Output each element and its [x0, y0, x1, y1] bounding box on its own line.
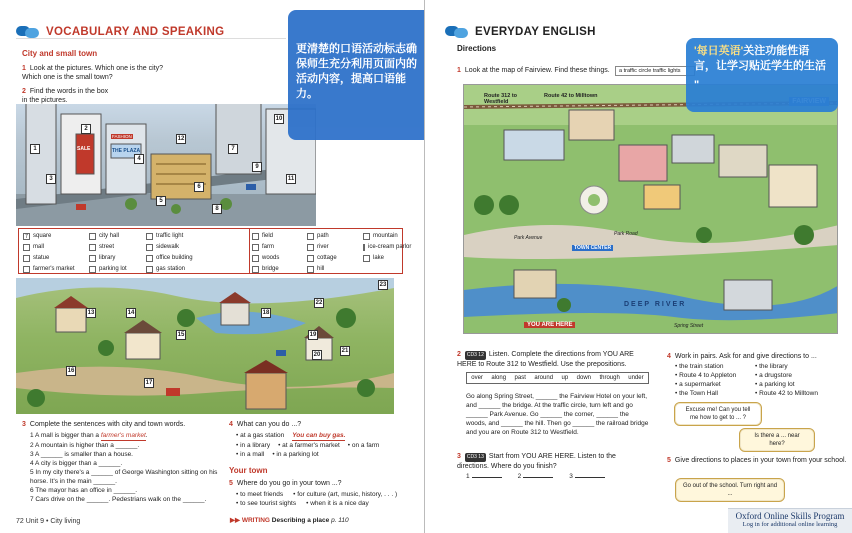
prepositions-box: [466, 372, 649, 384]
page-footer: 72 Unit 9 • City living: [16, 518, 81, 525]
answer-box[interactable]: [363, 233, 370, 240]
preposition-item: down: [576, 375, 591, 381]
question-4-items: [236, 431, 416, 459]
list-item: • in a library: [236, 442, 271, 449]
list-item: 2 A mountain is higher than a ______.: [30, 442, 140, 449]
example-answer: farmer's market: [100, 432, 146, 439]
question-4-items: [675, 362, 845, 398]
preposition-item: over: [471, 375, 483, 381]
question-4: 4 Work in pairs. Ask for and give directions to ...: [667, 353, 817, 360]
number-tag: 3: [46, 174, 56, 184]
question-5-items: [236, 490, 416, 508]
route-42-label: Route 42 to Milltown: [544, 93, 598, 99]
number-tag: 9: [252, 162, 262, 172]
answer-slot[interactable]: 3: [569, 472, 607, 481]
answer-box[interactable]: [23, 244, 30, 251]
preposition-item: up: [561, 375, 569, 381]
number-tag: 19: [309, 332, 317, 338]
park-road-label: Park Road: [614, 231, 638, 237]
question-1: 1 Look at the map of Fairview. Find these things.: [457, 67, 610, 74]
question-1: 1 Look at the pictures. Which one is the city? Which one is the small town?: [22, 65, 163, 81]
answer-box[interactable]: [252, 255, 259, 262]
right-page: [427, 0, 852, 533]
number-tag: 11: [287, 176, 295, 182]
question-5: 5 Give directions to places in your town from your school.: [667, 457, 847, 464]
vocab-item: farmer's market: [23, 264, 89, 275]
find-things-box: a traffic circle traffic lights: [615, 66, 695, 76]
answer-box[interactable]: [307, 244, 314, 251]
answer-box[interactable]: [146, 266, 153, 273]
vocab-item: bridge: [252, 264, 307, 275]
answer-box[interactable]: [89, 244, 96, 251]
section-header-everyday: [445, 26, 596, 38]
tip-callout-everyday: '每日英语'关注功能性语言，让学习贴近学生的生活 ": [686, 38, 838, 112]
list-item: 3 A ______ is smaller than a house.: [30, 451, 133, 458]
preposition-item: under: [628, 375, 644, 381]
subtitle: City and small town: [22, 49, 98, 58]
cd-icon: CD3 12: [466, 352, 484, 358]
vocab-item: traffic light: [146, 231, 212, 242]
answer-box[interactable]: [89, 266, 96, 273]
vocab-divider: [249, 229, 250, 273]
spring-street-label: Spring Street: [674, 323, 704, 329]
you-are-here-label: YOU ARE HERE: [524, 322, 575, 328]
preposition-item: past: [514, 375, 526, 381]
number-tag: 21: [341, 348, 349, 354]
number-tag: 20: [313, 352, 321, 358]
question-3: 3 Complete the sentences with city and town words.: [22, 421, 186, 428]
number-tag: 13: [87, 310, 95, 316]
vocab-item: woods: [252, 253, 307, 264]
vocab-item: street: [89, 242, 146, 253]
answer-slot[interactable]: 2: [518, 472, 556, 481]
vocab-item: lake: [363, 253, 408, 264]
vocab-item: hill: [307, 264, 363, 275]
answer-box[interactable]: [307, 266, 314, 273]
number-tag: 15: [177, 332, 185, 338]
answer-box[interactable]: [307, 233, 314, 240]
number-tag: 2: [81, 124, 91, 134]
list-item: • the train station: [675, 363, 724, 370]
vocab-item: parking lot: [89, 264, 146, 275]
preposition-item: along: [491, 375, 507, 381]
question-5: 5 Where do you go in your town ...?: [229, 480, 342, 487]
preposition-item: around: [534, 375, 554, 381]
list-item: • on a farm: [347, 442, 380, 449]
park-avenue-label: Park Avenue: [514, 235, 543, 241]
list-item: • a parking lot: [755, 381, 795, 388]
city-illustration: [16, 104, 316, 226]
answer-box[interactable]: 7: [23, 233, 30, 240]
vocab-item: library: [89, 253, 146, 264]
list-item: • when it is a nice day: [306, 500, 369, 507]
number-tag: 5: [156, 196, 166, 206]
list-item: • Route 4 to Appleton: [675, 372, 737, 379]
your-town-title: Your town: [229, 466, 268, 475]
list-item: • to see tourist sights: [236, 500, 297, 507]
question-2: 2 Find the words in the box in the pictures.: [22, 88, 109, 104]
list-item: • at a gas station: [236, 432, 285, 439]
list-item: • for culture (art, music, history, . . . ): [293, 491, 398, 498]
answer-box[interactable]: [23, 266, 30, 273]
number-tag: 6: [194, 182, 204, 192]
question-2: 2 CD3 12 Listen. Complete the directions from YOU ARE HERE to Route 312 to Westfield. Use the prepositions.: [457, 351, 634, 368]
list-item: • to meet friends: [236, 491, 284, 498]
vocab-item: 7 square: [23, 231, 89, 242]
town-illustration: [16, 278, 394, 414]
answer-box[interactable]: [252, 244, 259, 251]
vocab-item: field: [252, 231, 307, 242]
vocab-item: river: [307, 242, 363, 253]
list-item: • in a mall: [236, 451, 265, 458]
divider: [16, 38, 286, 39]
answer-box[interactable]: [363, 255, 370, 262]
fashion-sign: FASHION: [112, 134, 132, 139]
city-drawing: [16, 104, 316, 226]
vocab-item: gas station: [146, 264, 212, 275]
number-tag: 7: [228, 144, 238, 154]
answer-box[interactable]: [252, 266, 259, 273]
number-tag: 17: [145, 380, 153, 386]
speech-bubble-icon: [16, 26, 40, 38]
question-3-answers: [466, 472, 656, 481]
vocab-item: path: [307, 231, 363, 242]
number-tag: 1: [30, 144, 40, 154]
list-item: • the library: [755, 363, 788, 370]
vocab-item: cottage: [307, 253, 363, 264]
plaza-sign: THE PLAZA: [112, 148, 141, 154]
subtitle: Directions: [457, 44, 497, 53]
answer-box[interactable]: [89, 255, 96, 262]
vocabulary-box: [18, 228, 412, 274]
number-tag: 8: [212, 204, 222, 214]
list-item: 6 The mayor has an office in ______.: [30, 487, 138, 494]
list-item: 1 A mall is bigger than a farmer's market.: [30, 432, 148, 439]
answer-box[interactable]: [146, 244, 153, 251]
oxford-online-banner[interactable]: Oxford Online Skills Program Log in for additional online learning: [728, 508, 852, 533]
answer-box[interactable]: [307, 255, 314, 262]
answer-box[interactable]: [363, 244, 365, 251]
vocab-item: mountain: [363, 231, 408, 242]
list-item: 7 Cars drive on the ______. Pedestrians walk on the ______.: [30, 496, 207, 503]
fairview-map: [463, 84, 838, 334]
question-4: 4 What can you do ...?: [229, 421, 302, 428]
number-tag: 16: [67, 368, 75, 374]
number-tag: 14: [127, 310, 135, 316]
answer-box[interactable]: [146, 255, 153, 262]
list-item: • the Town Hall: [675, 390, 718, 397]
list-item: 5 In my city there's a ______ of George Washington sitting on his horse. It's in the main ______.: [30, 469, 218, 485]
answer-box[interactable]: [146, 233, 153, 240]
tip-callout-speaking: 更清楚的口语活动标志确保师生充分利用页面内的活动内容，提高口语能力。: [288, 10, 425, 140]
number-tag: 22: [315, 300, 323, 306]
arrow-icon: ▶▶: [230, 517, 242, 524]
number-tag: 10: [275, 116, 283, 122]
directions-paragraph: Go along Spring Street, ______ the Fairview Hotel on your left, and ______ the bridge. At the traffic circle, turn left and go ______ Park Avenue. Go ______ the corner, ______ the woods, and ______ the hill. Then go ______ the railroad bridge and you are on Route 312 to Westfield.: [466, 393, 649, 436]
left-page: [0, 0, 425, 533]
list-item: • a supermarket: [675, 381, 721, 388]
vocab-item: mall: [23, 242, 89, 253]
question-3: 3 CD3 13 Start from YOU ARE HERE. Listen to the directions. Where do you finish?: [457, 453, 616, 470]
vocab-item: ice-cream parlor: [363, 242, 408, 253]
number-tag: 4: [134, 154, 144, 164]
deep-river-label: DEEP RIVER: [624, 301, 687, 308]
preposition-item: through: [599, 375, 620, 381]
answer-slot[interactable]: 1: [466, 472, 504, 481]
speech-bubble-icon: [445, 26, 469, 38]
writing-link[interactable]: ▶▶ WRITING Describing a place p. 110: [230, 517, 349, 524]
section-header-vocabulary: [16, 26, 224, 38]
answer-box[interactable]: [252, 233, 259, 240]
vocab-item: city hall: [89, 231, 146, 242]
answer-box[interactable]: [89, 233, 96, 240]
vocab-item: sidewalk: [146, 242, 212, 253]
section-title: EVERYDAY ENGLISH: [475, 26, 596, 38]
list-item: 4 A city is bigger than a ______.: [30, 460, 123, 467]
list-item: • a drugstore: [755, 372, 792, 379]
number-tag: 18: [262, 310, 270, 316]
list-item: • in a parking lot: [272, 451, 319, 458]
sale-sign: SALE: [77, 146, 91, 152]
route-312-label: Route 312 to Westfield: [484, 93, 518, 105]
section-title: VOCABULARY AND SPEAKING: [46, 26, 225, 38]
number-tag: 12: [177, 136, 185, 142]
vocab-item: farm: [252, 242, 307, 253]
list-item: • Route 42 to Milltown: [755, 390, 818, 397]
speech-bubble-directions: Go out of the school. Turn right and ...: [675, 478, 785, 502]
town-drawing: [16, 278, 394, 414]
town-center-label: TOWN CENTER: [574, 245, 612, 251]
example-answer: You can buy gas.: [292, 432, 346, 439]
vocab-item: office building: [146, 253, 212, 264]
answer-box[interactable]: [23, 255, 30, 262]
speech-bubble-near: Is there a ... near here?: [739, 428, 815, 452]
number-tag: 23: [379, 282, 387, 288]
list-item: • at a farmer's market: [278, 442, 340, 449]
map-drawing: [464, 85, 838, 334]
cd-icon: CD3 13: [466, 454, 484, 460]
vocab-item: statue: [23, 253, 89, 264]
speech-bubble-ask: Excuse me! Can you tell me how to get to ... ?: [674, 402, 762, 426]
question-3-items: [30, 431, 220, 504]
